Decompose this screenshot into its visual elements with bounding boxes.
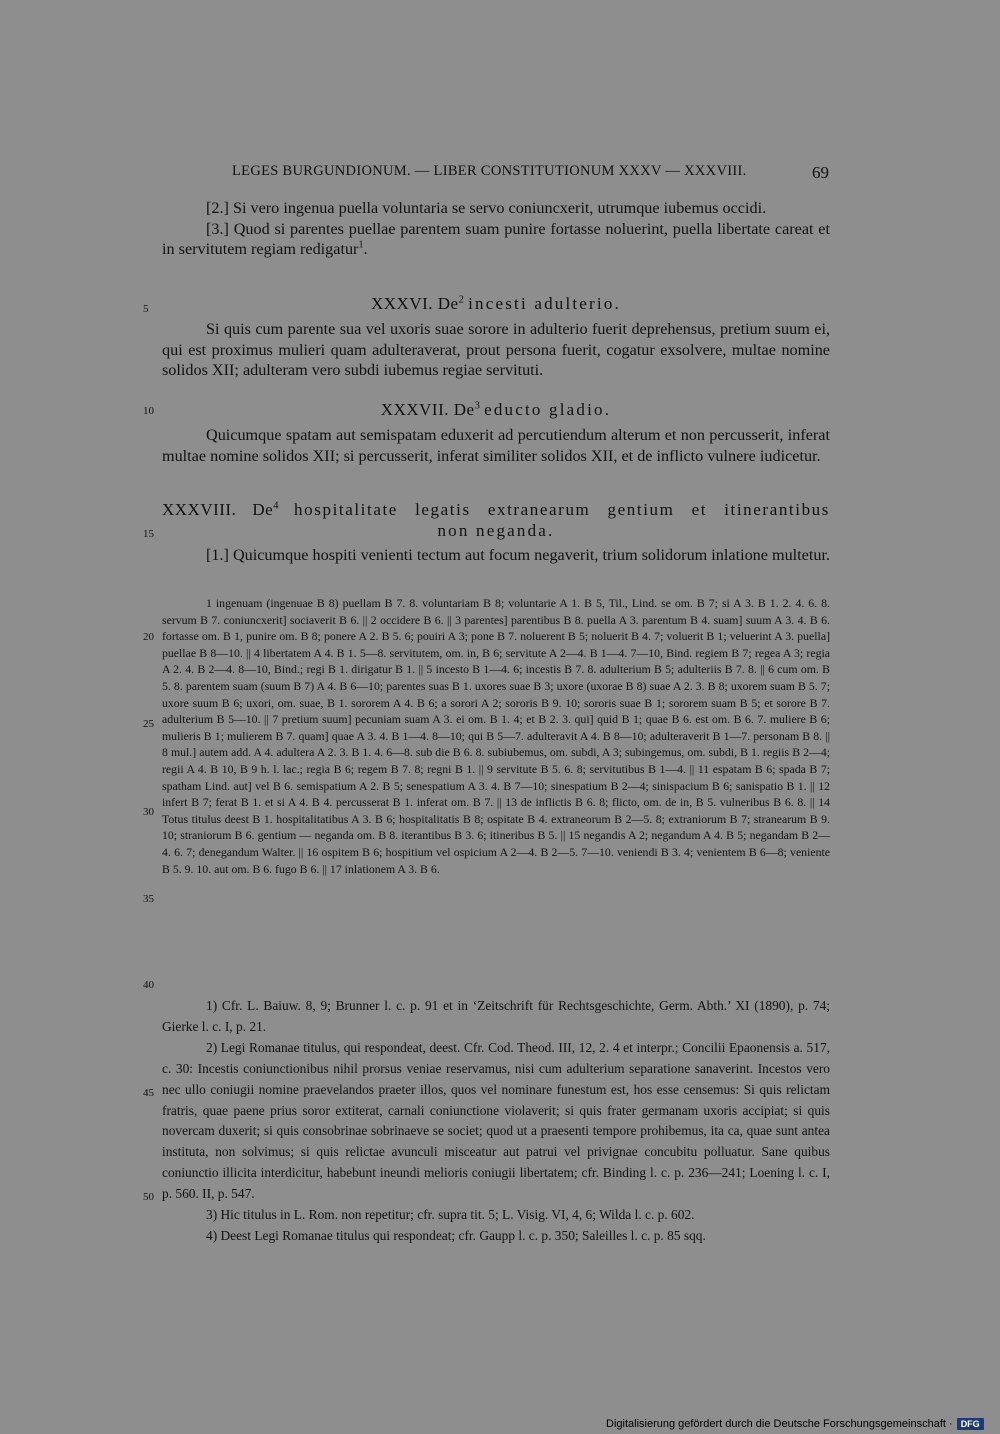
paragraph-xxxvii: Quicumque spatam aut semispatam eduxerit ad percutiendum alterum et non percusserit, inferat multae nomine solidos XII; si percusserit, inferat similiter solidos XII, et de inflicto vulnere iudicetur. xyxy=(162,426,830,465)
funding-credit xyxy=(606,1418,984,1430)
footnotes xyxy=(162,996,830,1247)
running-title: LEGES BURGUNDIONUM. — LIBER CONSTITUTIONUM XXXV — XXXVIII. xyxy=(232,163,747,179)
page-number: 69 xyxy=(812,163,829,182)
critical-apparatus xyxy=(162,595,830,877)
text-xxxviii xyxy=(162,545,830,566)
heading-xxxviii: XXXVIII. De$^4$ hospitalitate legatis extranearum gentium et itinerantibus non neganda. xyxy=(162,500,830,540)
text-xxxvii xyxy=(162,425,830,466)
line-number-50: 50 xyxy=(143,1191,154,1203)
footnote-4: 4) Deest Legi Romanae titulus qui respondeat; cfr. Gaupp l. c. p. 350; Saleilles l. c. p. 85 sqq. xyxy=(206,1227,706,1243)
footnote-2: 2) Legi Romanae titulus, qui respondeat, deest. Cfr. Cod. Theod. III, 12, 2. 4 et interpr.; Concilii Epaonensis a. 517, c. 30: Incestis coniunctionibus nihil prorsus veniae reservamus, nisi cum adulterium separatione sanaverint. Incestos vero nec ullo coniugii nomine praevelandos praeter illos, quos vel nominare funestum est, hos esse censemus: Si quis relictam fratris, quae paene prius soror extiterat, carnali coniunctione violaverit; si quis frater germanam uxoris accipiat; si quis novercam duxerit; si quis consobrinae sobrinaeve se societ; quod ut a praesenti tempore prohibemus, ita ca, quae sunt antea instituta, non solvimus; si quis relictae avunculi misceatur aut patrui vel privignae concubitu polluatur. Sane quibus coniunctio illicita interdicitur, habebunt ineundi melioris coniugii libertatem; cfr. Binding l. c. p. 236—241; Loening l. c. I, p. 560. II, p. 547. xyxy=(162,1039,830,1202)
paragraph-xxxviii-1: [1.] Quicumque hospiti venienti tectum aut focum negaverit, trium solidorum inlatione multetur. xyxy=(206,546,830,564)
apparatus-text: 1 ingenuam (ingenuae B 8) puellam B 7. 8. voluntariam B 8; voluntarie A 1. B 5, Til., Lind. se om. B 7; si A 3. B 1. 2. 4. 6. 8. servum B 7. coniuncxerit] sociaverit B 6. || 2 occidere B 6. || 3 parentes] parentibus B 8. puella A 3. parentum B 4. suam] suum A 3. 4. B 6. fortasse om. B 1, punire om. B 8; ponere A 2. B 5. 6; pouiri A 3; pone B 7. noluerent B 5; noluerit B 4. 7; voluerit B 1; veluerint A 3. puella] puellae B 8—10. || 4 libertatem A 4. B 1. 5—8. servitutem, om. in, B 6; servitute A 2—4. B 1—4. 7—10, Bind. regiem B 7; regea A 3; regia A 2. 4. B 2—4. 8—10, Bind.; regi B 1. dirigatur B 1. || 5 incesto B 1—4. 6; incestis B 7. 8. adulterium B 5; adulteriis B 7. 8. || 6 cum om. B 5. 8. parentem suam (suum B 7) A 4. B 6—10; parentes suas B 1. uxores suae B 3; uxore (uxorae B 8) suae A 2. 3. B 8; uxorem suam B 5. 7; uxore suum B 6; uxori, om. suae, B 1. sororem A 4. B 6; a sorori A 2; sororis B 9. 10; sororis suae B 1; sororem suam B 5; et sorore B 7. adulterium B 5—10. || 7 pretium suum] pecuniam suam A 3. ei om. B 1. 4; et B 2. 3. qui] quid B 1; quae B 6. est om. B 6. 7. muliere B 6; mulieris B 1; mulierem B 7. quam] quae A 3. 4. B 1—4. 8—10; qui B 5—7. adulteravit A 4. B 8—10; adulteraverit B 1—7. personam B 8. || 8 mul.] autem add. A 4. adultera A 2. 3. B 1. 4. 6—8. sub die B 6. 8. subiubemus, om. subdi, A 3; subingemus, om. subdi, B 1. regiis B 2—4; regii A 4. B 10, B 9 h. l. lac.; regia B 6; regem B 7. 8; regni B 1. || 9 servitute B 5. 6. 8; servitutibus B 1—4. || 11 espatam B 6; spada B 7; spatham Lind. aut] vel B 6. semispatium A 2. B 5; senespatium A 3. 4. B 7—10; sinespatium B 2—4; sinispacium B 6; sanispatio B 1. || 12 infert B 7; ferat B 1. et si A 4. B 4. percusserat B 1. inferat om. B 7. || 13 de inflictis B 6. 8; flicto, om. de in, B 5. vulneribus B 6. 8. || 14 Totus titulus deest B 1. hospitalitatibus A 3. B 6; hospitalitatis B 8; ospitate B 4. extraneorum B 2—5. 8; extraniorum B 7; stranearum B 9. 10; straniorum B 6. gentium — neganda om. B 8. iterantibus B 3. 6; itineribus B 5. || 15 negandis A 2; negandum A 4. B 5; negandam B 2—4. 6. 7; denegandum Walter. || 16 ospitem B 6; hospitium vel ospicium A 2—4. B 2—5. 7—10. veniendi B 3. 4; venientem B 6—8; veniente B 5. 9. 10. aut om. B 6. fugo B 6. || 17 inlationem A 3. B 6. xyxy=(162,596,830,876)
main-text xyxy=(162,198,830,260)
line-number-5: 5 xyxy=(143,303,149,315)
line-number-45: 45 xyxy=(143,1087,154,1099)
paragraph-2: [2.] Si vero ingenua puella voluntaria se servo coniuncxerit, utrumque iubemus occidi. xyxy=(206,199,767,217)
paragraph-3: [3.] Quod si parentes puellae parentem suam punire fortasse noluerint, puella libertate careat et in servitutem regiam redigatur$^1$. xyxy=(162,219,830,258)
line-number-10: 10 xyxy=(143,405,154,417)
line-number-25: 25 xyxy=(143,718,154,730)
credit-text: Digitalisierung gefördert durch die Deutsche Forschungsgemeinschaft · xyxy=(606,1418,953,1430)
paragraph-xxxvi: Si quis cum parente sua vel uxoris suae sorore in adulterio fuerit deprehensus, pretium suum ei, qui est proximus mulieri quam adulteraverat, prout persona fuerit, cogatur exsolvere, multae nomine solidos XII; adulteram vero subdi iubemus regiae servituti. xyxy=(162,320,830,379)
footnote-ref-3: 3 xyxy=(474,400,480,412)
line-number-15: 15 xyxy=(143,528,154,540)
footnote-ref-4: 4 xyxy=(273,500,279,512)
dfg-logo: DFG xyxy=(957,1418,984,1430)
heading-xxxvi: XXXVI. De$^2$ incesti adulterio. xyxy=(370,294,621,313)
footnote-ref-1: 1 xyxy=(358,239,364,251)
footnote-1: 1) Cfr. L. Baiuw. 8, 9; Brunner l. c. p. 91 et in ‘Zeitschrift für Rechtsgeschichte, Germ. Abth.’ XI (1890), p. 74; Gierke l. c. I, p. 21. xyxy=(162,998,830,1034)
footnote-3: 3) Hic titulus in L. Rom. non repetitur; cfr. supra tit. 5; L. Visig. VI, 4, 6; Wilda l. c. p. 602. xyxy=(206,1207,695,1223)
heading-xxxvii: XXXVII. De$^3$ educto gladio. xyxy=(380,400,612,419)
running-head xyxy=(0,163,1000,187)
line-number-35: 35 xyxy=(143,893,154,905)
line-number-40: 40 xyxy=(143,979,154,991)
footnote-ref-2: 2 xyxy=(458,294,464,306)
line-number-20: 20 xyxy=(143,631,154,643)
line-number-30: 30 xyxy=(143,806,154,818)
text-xxxvi xyxy=(162,319,830,381)
